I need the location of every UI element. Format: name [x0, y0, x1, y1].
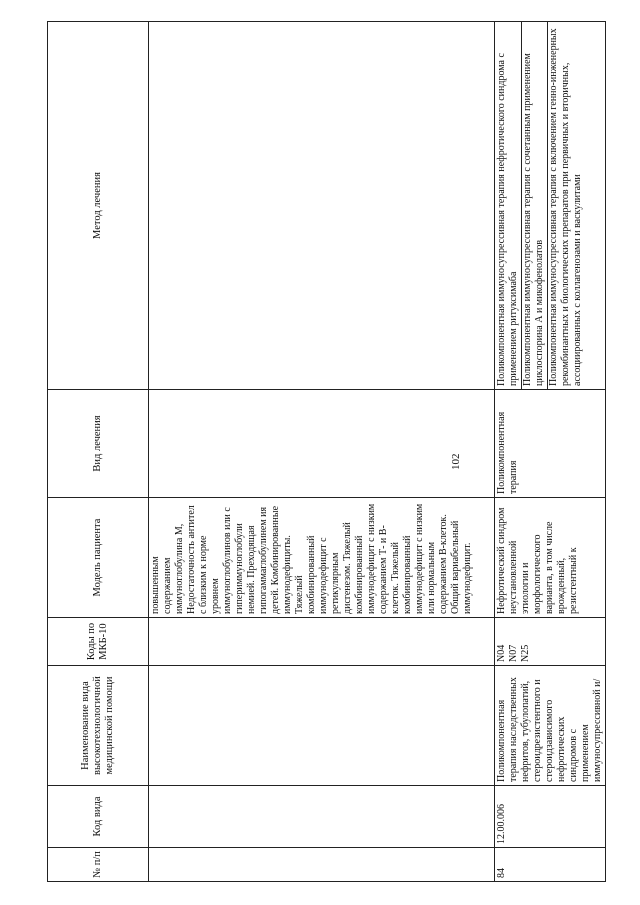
header-type: Вид лечения	[48, 390, 149, 498]
cell-name-empty	[149, 666, 495, 786]
cell-model: Нефротический синдром неустановленной этиологии и морфологического варианта, в том числе врожденный, резистентный к	[495, 498, 606, 618]
cell-icd: N04 N07 N25	[495, 618, 606, 666]
treatment-table	[47, 21, 606, 882]
header-icd: Коды по МКБ-10	[48, 618, 149, 666]
header-method: Метод лечения	[48, 22, 149, 390]
cell-type: Поликомпонентная терапия	[495, 390, 606, 498]
method-item: Поликомпонентная иммуносупрессивная терапия с включением генно-инженерных рекомбинантных и биологических препаратов при первичных и вторичных, ассоциированных с коллагенозами и васкулитами	[548, 28, 583, 386]
page-number: 102	[450, 453, 462, 470]
cell-num-empty	[149, 848, 495, 882]
header-code: Код вида	[48, 786, 149, 848]
cell-code-empty	[149, 786, 495, 848]
method-item: Поликомпонентная иммуносупрессивная терапия нефротического синдрома с применением ритуксимаба	[496, 22, 522, 389]
header-model: Модель пациента	[48, 498, 149, 618]
cell-icd-empty	[149, 618, 495, 666]
rotated-table-frame	[47, 22, 603, 882]
cell-methods	[495, 22, 606, 390]
cell-method-empty	[149, 22, 495, 390]
cell-code: 12.00.006	[495, 786, 606, 848]
table-row-84	[495, 22, 606, 882]
header-row	[48, 22, 149, 882]
table-row-continuation	[149, 22, 495, 882]
header-name: Наименование вида высокотехнологичной медицинской помощи	[48, 666, 149, 786]
cell-name: Поликомпонентная терапия наследственных нефритов, тубулопатий, стероидрезистентного и стероидзависимого нефротических синдромов с применением иммуносупрессивной и/	[495, 666, 606, 786]
cell-num: 84	[495, 848, 606, 882]
method-item: Поликомпонентная иммуносупрессивная терапия с сочетанным применением циклоспорина А и микофенолатов	[522, 22, 548, 389]
header-num: № п/п	[48, 848, 149, 882]
cell-model-continuation: повышенным содержанием иммуноглобулина M, Недостаточность антител с близким к норме уровнем иммуноглобулинов или с гипериммуноглобули немией. Преходящая гипогаммаглобулинем ия детей. Комбинированные иммунодефициты. Тяжелый комбинированный иммунодефицит с ретикулярным дисгенезом. Тяжелый комбинированный иммунодефицит с низким содержанием Т- и В-клеток. Тяжелый комбинированный иммунодефицит с низким или нормальным содержанием В-клеток. Общий вариабельный иммунодефицит.	[149, 498, 495, 618]
cell-type-empty	[149, 390, 495, 498]
